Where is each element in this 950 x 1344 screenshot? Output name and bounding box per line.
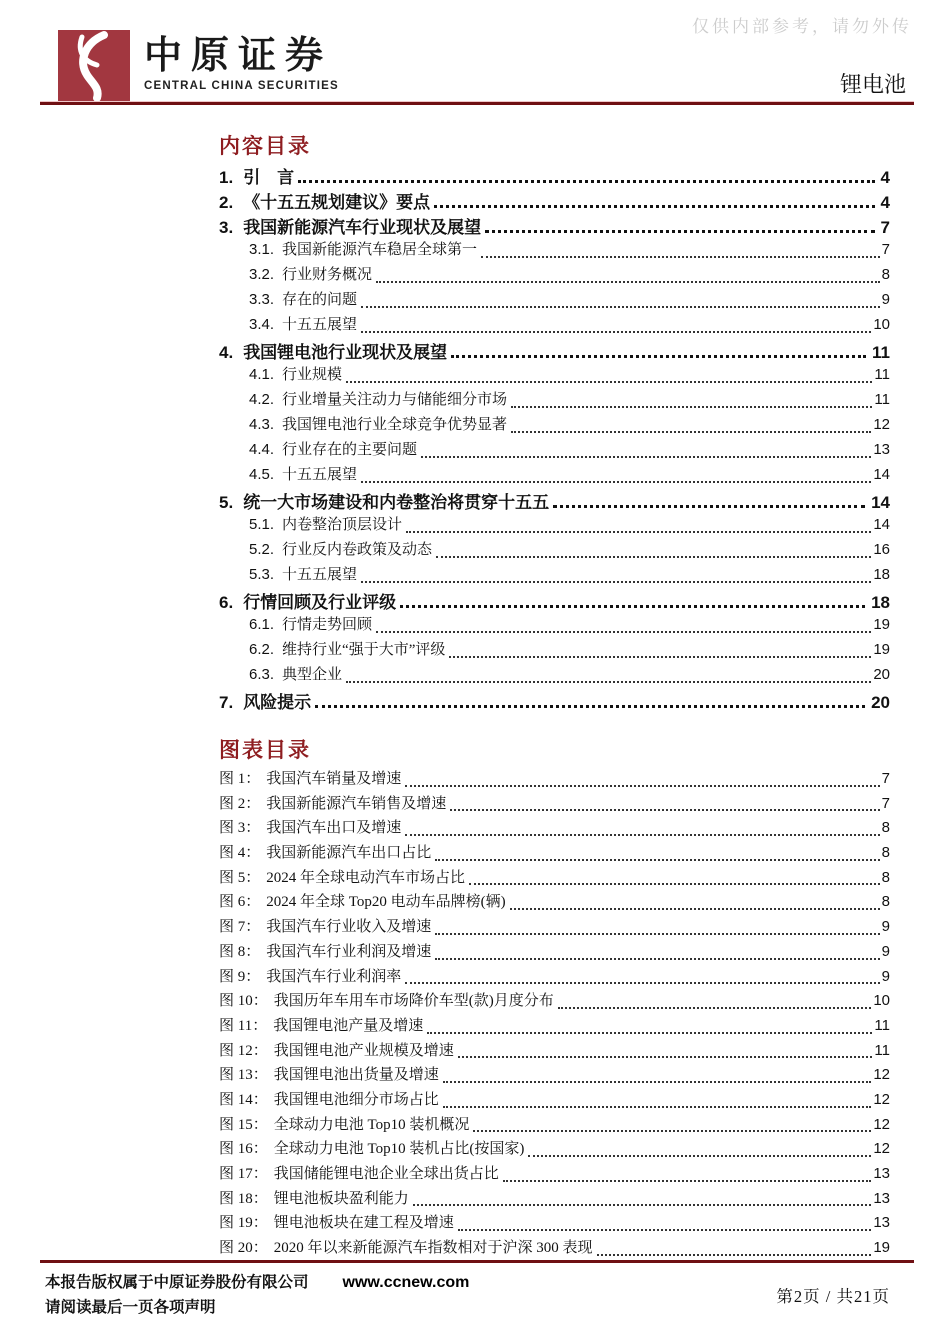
figure-entry[interactable]	[219, 1014, 890, 1039]
header-divider	[40, 101, 914, 105]
toc-entry-page: 10	[873, 316, 890, 333]
toc-entry-title: 典型企业	[282, 667, 343, 683]
toc-entry-page: 11	[874, 366, 890, 383]
toc-entry[interactable]	[219, 188, 890, 213]
figure-entry-page: 12	[873, 1115, 890, 1133]
figure-entry[interactable]	[219, 841, 890, 866]
figures-list	[219, 767, 890, 1261]
toc-entry-title: 行业财务概况	[282, 267, 373, 283]
figure-entry-number: 图 11：	[219, 1017, 268, 1034]
dot-leader	[485, 230, 874, 233]
dot-leader	[361, 306, 880, 308]
figure-entry-title: 全球动力电池 Top10 装机概况	[273, 1116, 470, 1133]
toc-entry[interactable]	[219, 663, 890, 688]
dot-leader	[298, 180, 874, 183]
footer-divider	[40, 1260, 914, 1263]
toc-entry-number: 6.1.	[249, 616, 275, 633]
toc-entry-number: 3.3.	[249, 291, 275, 308]
figure-entry-page: 8	[881, 893, 890, 911]
figure-entry-page: 9	[881, 918, 890, 936]
toc-entry-number: 6.2.	[249, 641, 275, 658]
dot-leader	[458, 1056, 873, 1058]
figure-entry-title: 我国汽车行业利润率	[266, 968, 402, 985]
toc-entry-title: 维持行业“强于大市”评级	[282, 642, 446, 658]
figure-entry-page: 8	[881, 868, 890, 886]
dot-leader	[421, 456, 871, 458]
toc-entry-number: 5.1.	[249, 516, 275, 533]
toc-entry-number: 7.	[219, 693, 234, 712]
figure-entry-title: 我国锂电池细分市场占比	[273, 1091, 439, 1108]
toc-entry-number: 3.1.	[249, 241, 275, 258]
figure-entry-number: 图 16：	[219, 1141, 268, 1158]
toc-entry[interactable]	[219, 563, 890, 588]
dot-leader	[346, 381, 872, 383]
toc-entry-title: 我国新能源汽车稳居全球第一	[282, 242, 478, 258]
toc-entry[interactable]	[219, 463, 890, 488]
figure-entry[interactable]	[219, 890, 890, 915]
dot-leader	[436, 556, 871, 558]
dot-leader	[449, 656, 871, 658]
figure-entry-page: 12	[873, 1140, 890, 1158]
confidential-watermark: 仅供内部参考，请勿外传	[692, 17, 912, 36]
figure-entry-page: 19	[873, 1239, 890, 1257]
dot-leader	[528, 1155, 871, 1157]
toc-entry-page: 4	[880, 168, 890, 187]
toc-entry-title: 我国锂电池行业现状及展望	[243, 343, 448, 362]
dot-leader	[361, 331, 871, 333]
dot-leader	[435, 933, 879, 935]
dot-leader	[469, 883, 880, 885]
figure-entry-number: 图 5：	[219, 869, 261, 886]
toc-entry-title: 十五五展望	[282, 317, 358, 333]
toc-entry-page: 7	[880, 218, 890, 237]
figure-entry[interactable]	[219, 1113, 890, 1138]
figure-entry[interactable]	[219, 1088, 890, 1113]
toc-entry-title: 十五五展望	[282, 467, 358, 483]
toc-title: 内容目录	[219, 134, 311, 158]
figure-entry[interactable]	[219, 1236, 890, 1261]
dot-leader	[511, 406, 872, 408]
dot-leader	[511, 431, 871, 433]
toc-entry-number: 1.	[219, 168, 234, 187]
figure-entry[interactable]	[219, 1187, 890, 1212]
dot-leader	[361, 581, 871, 583]
toc-entry-page: 12	[873, 416, 890, 433]
toc-entry-title: 行业反内卷政策及动态	[282, 542, 433, 558]
figure-entry-title: 我国储能锂电池企业全球出货占比	[273, 1166, 499, 1182]
figure-entry-number: 图 10：	[219, 993, 268, 1010]
dot-leader	[413, 1204, 872, 1206]
figure-entry[interactable]	[219, 1137, 890, 1162]
figure-entry-title: 我国锂电池产量及增速	[273, 1017, 424, 1034]
figure-entry-page: 8	[881, 844, 890, 862]
dot-leader	[400, 605, 865, 608]
figure-entry-page: 11	[874, 1016, 890, 1034]
company-logo	[58, 30, 339, 102]
toc-entry-number: 2.	[219, 193, 234, 212]
toc-entry-page: 11	[872, 343, 890, 362]
toc-entry-number: 6.3.	[249, 666, 275, 683]
toc-entry-page: 11	[874, 391, 890, 408]
toc-entry-title: 我国锂电池行业全球竞争优势显著	[282, 417, 508, 433]
toc-entry[interactable]	[219, 288, 890, 313]
figure-entry-title: 我国汽车出口及增速	[266, 820, 402, 837]
toc-entry-title: 我国新能源汽车行业现状及展望	[243, 218, 482, 237]
industry-label: 锂电池	[839, 72, 906, 97]
toc-entry-number: 4.2.	[249, 391, 275, 408]
toc-entry[interactable]	[219, 638, 890, 663]
toc-entry-page: 16	[873, 541, 890, 558]
toc-entry-title: 引 言	[243, 168, 295, 187]
toc-entry-title: 内卷整治顶层设计	[282, 517, 403, 533]
toc-entry-page: 14	[871, 493, 890, 512]
dot-leader	[315, 705, 865, 708]
figure-entry-title: 我国历年车用车市场降价车型(款)月度分布	[273, 993, 554, 1010]
toc-entry-number: 3.4.	[249, 316, 275, 333]
toc-entry-title: 《十五五规划建议》要点	[243, 193, 431, 212]
company-name-cn: 中原证券	[144, 35, 333, 77]
page-indicator: 第2页 / 共21页	[776, 1287, 890, 1306]
figure-entry[interactable]	[219, 1063, 890, 1088]
figure-entry-page: 12	[873, 1066, 890, 1084]
figures-title: 图表目录	[219, 738, 311, 762]
figure-entry-number: 图 12：	[219, 1042, 268, 1059]
figure-entry-title: 我国汽车销量及增速	[266, 771, 402, 787]
toc-entry[interactable]	[219, 313, 890, 338]
figure-entry-page: 10	[873, 992, 890, 1010]
toc-entry-page: 7	[881, 241, 890, 258]
toc-entry-page: 18	[873, 566, 890, 583]
dot-leader	[558, 1007, 872, 1009]
figure-entry-number: 图 18：	[219, 1190, 268, 1207]
dot-leader	[427, 1032, 872, 1034]
toc-entry-number: 4.3.	[249, 416, 275, 433]
figure-entry-page: 7	[881, 794, 890, 812]
dot-leader	[435, 859, 879, 861]
toc-section	[219, 133, 890, 713]
dot-leader	[361, 481, 871, 483]
figure-entry-number: 图 17：	[219, 1166, 268, 1182]
toc-entry-number: 4.1.	[249, 366, 275, 383]
toc-list	[219, 163, 890, 713]
figure-entry-number: 图 8：	[219, 943, 261, 960]
dot-leader	[553, 505, 865, 508]
dot-leader	[481, 256, 880, 258]
figure-entry-page: 13	[873, 1214, 890, 1232]
toc-entry[interactable]	[219, 513, 890, 538]
toc-entry-number: 6.	[219, 593, 234, 612]
figure-entry-title: 我国汽车行业收入及增速	[266, 919, 432, 936]
dot-leader	[376, 631, 871, 633]
figure-entry-page: 11	[874, 1041, 890, 1059]
toc-entry-title: 行业存在的主要问题	[282, 442, 418, 458]
dot-leader	[473, 1130, 871, 1132]
dot-leader	[443, 1106, 872, 1108]
toc-entry-number: 4.	[219, 343, 234, 362]
toc-entry-number: 3.	[219, 218, 234, 237]
toc-entry-page: 9	[881, 291, 890, 308]
toc-entry-page: 20	[873, 666, 890, 683]
company-name-en: CENTRAL CHINA SECURITIES	[144, 80, 339, 92]
dot-leader	[458, 1229, 872, 1231]
toc-entry[interactable]	[219, 613, 890, 638]
figure-entry[interactable]	[219, 816, 890, 841]
figure-entry[interactable]	[219, 940, 890, 965]
figure-entry-page: 13	[873, 1165, 890, 1182]
figure-entry[interactable]	[219, 866, 890, 891]
figure-entry-number: 图 1：	[219, 771, 261, 787]
dot-leader	[503, 1180, 872, 1182]
toc-entry-title: 行情走势回顾	[282, 617, 373, 633]
toc-entry-page: 4	[880, 193, 890, 212]
toc-entry[interactable]	[219, 688, 890, 713]
toc-entry-number: 4.4.	[249, 441, 275, 458]
dot-leader	[376, 281, 880, 283]
figure-entry-number: 图 2：	[219, 795, 261, 812]
figure-entry-number: 图 7：	[219, 919, 261, 936]
toc-entry[interactable]	[219, 388, 890, 413]
toc-entry-number: 5.2.	[249, 541, 275, 558]
figures-section	[219, 737, 890, 1261]
toc-entry[interactable]	[219, 163, 890, 188]
figure-entry-page: 12	[873, 1090, 890, 1108]
toc-entry[interactable]	[219, 338, 890, 363]
toc-entry-title: 行业规模	[282, 367, 343, 383]
figure-entry[interactable]	[219, 1211, 890, 1236]
toc-entry-page: 14	[873, 466, 890, 483]
figure-entry-number: 图 6：	[219, 894, 261, 911]
toc-entry-page: 19	[873, 641, 890, 658]
figure-entry[interactable]	[219, 989, 890, 1014]
figure-entry-number: 图 9：	[219, 968, 261, 985]
figure-entry[interactable]	[219, 792, 890, 817]
figure-entry-title: 2024 年全球电动汽车市场占比	[266, 869, 466, 886]
figure-entry[interactable]	[219, 767, 890, 792]
dot-leader	[406, 531, 871, 533]
figure-entry-title: 我国锂电池产业规模及增速	[273, 1042, 454, 1059]
toc-entry-title: 行情回顾及行业评级	[243, 593, 397, 612]
dot-leader	[434, 205, 874, 208]
footer-notice	[45, 1270, 469, 1320]
dot-leader	[450, 809, 879, 811]
dot-leader	[405, 982, 879, 984]
figure-entry-page: 13	[873, 1189, 890, 1207]
toc-entry-page: 20	[871, 693, 890, 712]
toc-entry[interactable]	[219, 538, 890, 563]
figure-entry-title: 2024 年全球 Top20 电动车品牌榜(辆)	[266, 894, 506, 911]
toc-entry[interactable]	[219, 263, 890, 288]
toc-entry-title: 十五五展望	[282, 567, 358, 583]
figure-entry-title: 我国新能源汽车出口占比	[266, 845, 432, 862]
website-link[interactable]: www.ccnew.com	[342, 1274, 470, 1291]
toc-entry-title: 风险提示	[243, 693, 312, 712]
toc-entry[interactable]	[219, 588, 890, 613]
dot-leader	[405, 785, 879, 787]
toc-entry[interactable]	[219, 363, 890, 388]
figure-entry-number: 图 13：	[219, 1067, 268, 1084]
figure-entry-title: 我国锂电池出货量及增速	[273, 1067, 439, 1084]
figure-entry-title: 我国新能源汽车销售及增速	[266, 795, 447, 812]
figure-entry-title: 锂电池板块盈利能力	[273, 1190, 409, 1207]
figure-entry[interactable]	[219, 1162, 890, 1187]
copyright-text: 本报告版权属于中原证券股份有限公司	[45, 1274, 309, 1291]
toc-entry-title: 存在的问题	[282, 292, 358, 308]
dot-leader	[435, 958, 879, 960]
toc-entry[interactable]	[219, 438, 890, 463]
figure-entry[interactable]	[219, 915, 890, 940]
dot-leader	[597, 1254, 872, 1256]
toc-entry-page: 19	[873, 616, 890, 633]
toc-entry[interactable]	[219, 488, 890, 513]
figure-entry-number: 图 19：	[219, 1215, 268, 1232]
figure-entry-number: 图 3：	[219, 820, 261, 837]
toc-entry[interactable]	[219, 213, 890, 238]
toc-entry-number: 5.	[219, 493, 234, 512]
figure-entry-title: 我国汽车行业利润及增速	[266, 943, 432, 960]
toc-entry[interactable]	[219, 413, 890, 438]
figure-entry-page: 8	[881, 819, 890, 837]
toc-entry-number: 3.2.	[249, 266, 275, 283]
figure-entry-number: 图 4：	[219, 845, 261, 862]
dot-leader	[451, 355, 866, 358]
toc-entry-title: 行业增量关注动力与储能细分市场	[282, 392, 508, 408]
toc-entry-page: 14	[873, 516, 890, 533]
figure-entry-title: 锂电池板块在建工程及增速	[273, 1215, 454, 1232]
company-name	[144, 30, 339, 92]
figure-entry-number: 图 20：	[219, 1240, 268, 1257]
figure-entry-page: 7	[881, 770, 890, 787]
toc-entry-page: 13	[873, 441, 890, 458]
figure-entry-title: 全球动力电池 Top10 装机占比(按国家)	[273, 1141, 525, 1158]
dot-leader	[443, 1081, 872, 1083]
dot-leader	[405, 834, 879, 836]
toc-entry-page: 18	[871, 593, 890, 612]
toc-entry-number: 4.5.	[249, 466, 275, 483]
figure-entry-title: 2020 年以来新能源汽车指数相对于沪深 300 表现	[273, 1240, 593, 1257]
dot-leader	[510, 908, 880, 910]
figure-entry[interactable]	[219, 965, 890, 990]
toc-entry-title: 统一大市场建设和内卷整治将贯穿十五五	[243, 493, 550, 512]
figure-entry-number: 图 14：	[219, 1091, 268, 1108]
figure-entry[interactable]	[219, 1039, 890, 1064]
figure-entry-page: 9	[881, 942, 890, 960]
toc-entry[interactable]	[219, 238, 890, 263]
dot-leader	[346, 681, 871, 683]
figure-entry-number: 图 15：	[219, 1116, 268, 1133]
toc-entry-page: 8	[881, 266, 890, 283]
figure-entry-page: 9	[881, 967, 890, 985]
company-logo-icon	[58, 30, 130, 102]
toc-entry-number: 5.3.	[249, 566, 275, 583]
disclaimer-text: 请阅读最后一页各项声明	[45, 1299, 216, 1316]
